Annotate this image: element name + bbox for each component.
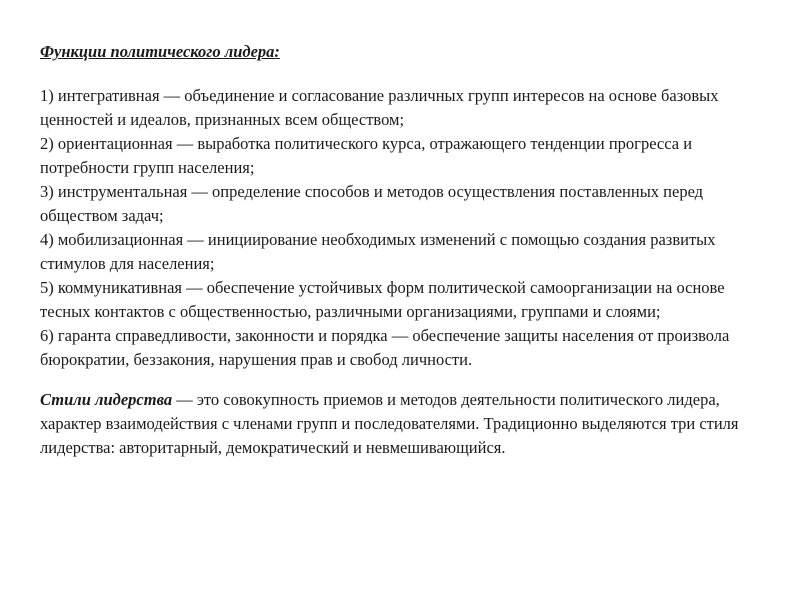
functions-heading: Функции политического лидера: bbox=[40, 42, 280, 61]
function-item-orientational: 2) ориентационная — выработка политического курса, отражающего тенденции прогресса и потребности групп населения; bbox=[40, 134, 693, 177]
slide-content bbox=[40, 40, 765, 460]
functions-list bbox=[40, 84, 765, 372]
function-item-mobilizational: 4) мобилизационная — инициирование необходимых изменений с помощью создания развитых стимулов для населения; bbox=[40, 230, 716, 273]
function-item-communicative: 5) коммуникативная — обеспечение устойчивых форм политической самоорганизации на основе тесных контактов с общественностью, различными организациями, группами и слоями; bbox=[40, 278, 725, 321]
function-item-instrumental: 3) инструментальная — определение способов и методов осуществления поставленных перед обществом задач; bbox=[40, 182, 704, 225]
function-item-guarantor: 6) гаранта справедливости, законности и порядка — обеспечение защиты населения от произвола бюрократии, беззакония, нарушения прав и свобод личности. bbox=[40, 326, 730, 369]
leadership-styles-definition: — это совокупность приемов и методов деятельности политического лидера, характер взаимодействия с членами групп и последователями. Традиционно выделяются три стиля лидерства: авторитарный, демократический и невмешивающийся. bbox=[40, 390, 739, 457]
function-item-integrative: 1) интегративная — объединение и согласование различных групп интересов на основе базовых ценностей и идеалов, признанных всем обществом; bbox=[40, 86, 719, 129]
leadership-styles-paragraph bbox=[40, 388, 765, 460]
leadership-styles-term: Стили лидерства bbox=[40, 390, 173, 409]
